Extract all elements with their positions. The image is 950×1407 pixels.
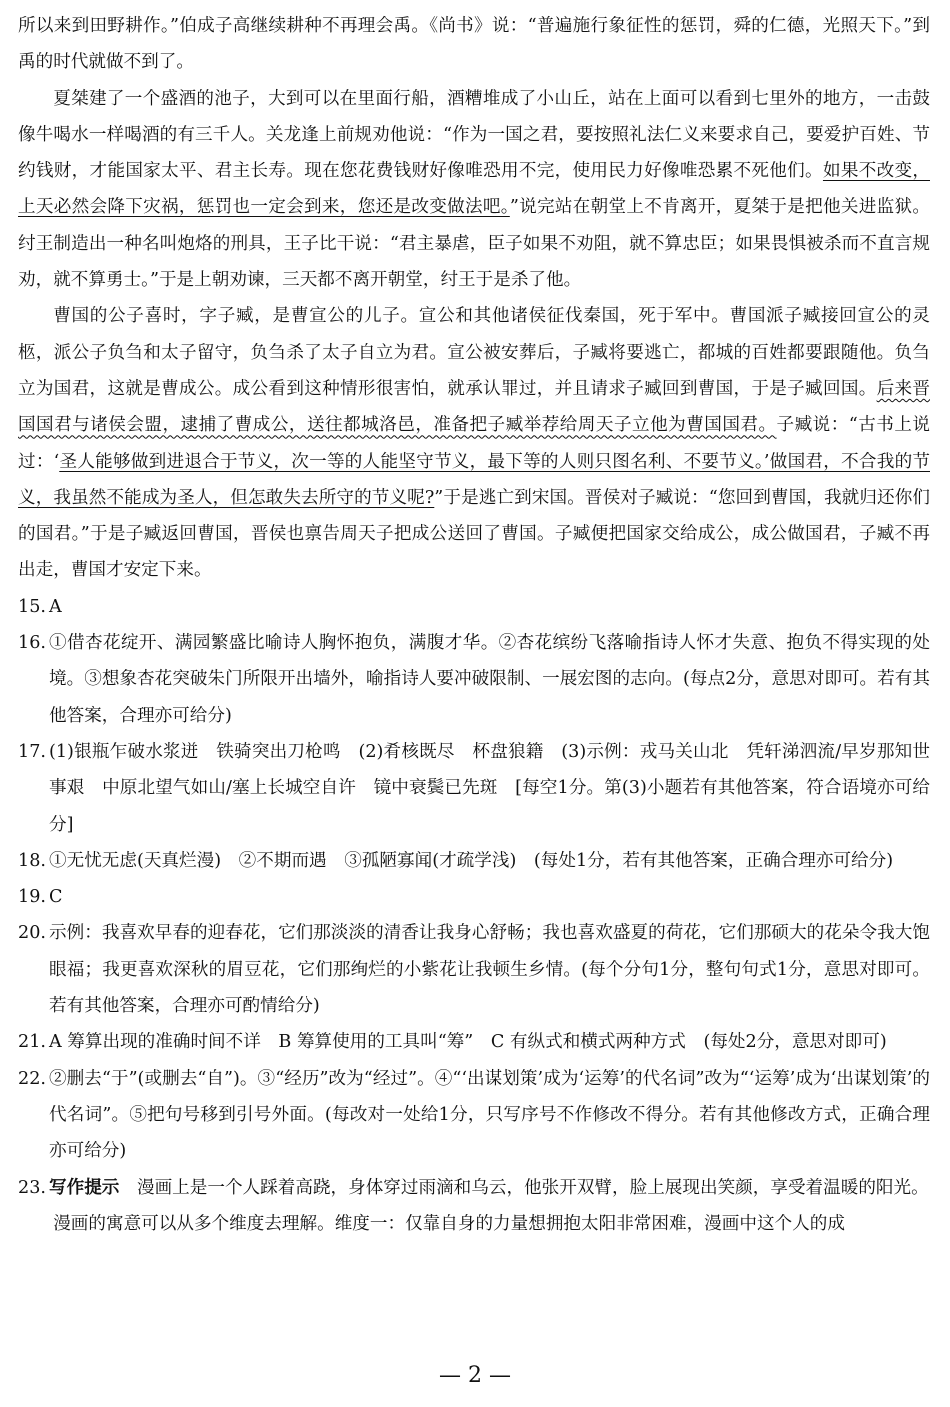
answer-22 bbox=[18, 1061, 930, 1170]
question-number: 16. bbox=[18, 633, 46, 654]
translation-text: ”于是逃亡到宋国。晋侯对子臧说：“您回到曹国，我就归还你们的国君。”于是子臧返回曹国，晋侯也禀告周天子把成公送回了曹国。子臧便把国家交给成公，成公做国君，子臧不再出走，曹国才安定下来。 bbox=[18, 487, 930, 581]
page-content bbox=[18, 8, 930, 1242]
answer-23 bbox=[18, 1170, 930, 1206]
answer-21 bbox=[18, 1024, 930, 1060]
translation-text: 曹国的公子喜时，字子臧，是曹宣公的儿子。宣公和其他诸侯征伐秦国，死于军中。曹国派子臧接回宣公的灵柩，派公子负刍和太子留守，负刍杀了太子自立为君。宣公被安葬后，子臧将要逃亡，都城的百姓都要跟随他。负刍立为国君，这就是曹成公。成公看到这种情形很害怕，就承认罪过，并且请求子臧回到曹国，于是子臧回国。 bbox=[18, 306, 930, 399]
page-number: — 2 — bbox=[439, 1363, 511, 1388]
translation-text: 子臧说：“古书上说过：‘ bbox=[18, 415, 930, 472]
question-number: 19. bbox=[18, 887, 46, 908]
question-number: 22. bbox=[18, 1068, 46, 1089]
underlined-sentence: 圣人能够做到进退合于节义，次一等的人能坚守节义，最下等的人则只图名利、不要节义。’做国君，不合我的节义，我虽然不能成为圣人，但怎敢失去所守的节义呢? bbox=[18, 451, 930, 508]
question-number: 23. bbox=[18, 1177, 46, 1198]
question-number: 18. bbox=[18, 850, 46, 871]
answer-text: A bbox=[49, 596, 62, 617]
translation-text: 所以来到田野耕作。”伯成子高继续耕种不再理会禹。《尚书》说：“普遍施行象征性的惩罚，舜的仁德，光照天下。”到禹的时代就做不到了。 bbox=[18, 16, 930, 73]
translation-paragraph-1 bbox=[18, 8, 930, 81]
answer-18 bbox=[18, 843, 930, 879]
answer-text: 示例：我喜欢早春的迎春花，它们那淡淡的清香让我身心舒畅；我也喜欢盛夏的荷花，它们那硕大的花朵令我大饱眼福；我更喜欢深秋的眉豆花，它们那绚烂的小紫花让我顿生乡情。(每个分句1分，整句句式1分，意思对即可。若有其他答案，合理亦可酌情给分) bbox=[49, 923, 930, 1017]
answer-text: 漫画上是一个人踩着高跷，身体穿过雨滴和乌云，他张开双臂，脸上展现出笑颜，享受着温暖的阳光。 bbox=[119, 1177, 929, 1198]
answer-text: (1)银瓶乍破水浆迸 铁骑突出刀枪鸣 (2)肴核既尽 杯盘狼籍 (3)示例：戎马关山北 凭轩涕泗流/早岁那知世事艰 中原北望气如山/塞上长城空自许 镜中衰鬓已先斑 [每空1分。第(3)小题若有其他答案，符合语境亦可给分] bbox=[49, 741, 930, 835]
answer-15 bbox=[18, 589, 930, 625]
question-number: 21. bbox=[18, 1032, 46, 1053]
answer-text: ②删去“于”(或删去“自”)。③“经历”改为“经过”。④“‘出谋划策’成为‘运筹’的代名词”改为“‘运筹’成为‘出谋划策’的代名词”。⑤把句号移到引号外面。(每改对一处给1分，只写序号不作修改不得分。若有其他修改方式，正确合理亦可给分) bbox=[49, 1068, 930, 1162]
answer-text: A 筹算出现的准确时间不详 B 筹算使用的工具叫“筹” C 有纵式和横式两种方式 (每处2分，意思对即可) bbox=[49, 1032, 887, 1053]
underlined-sentence: 如果不改变，上天必然会降下灾祸，惩罚也一定会到来，您还是改变做法吧。 bbox=[18, 161, 930, 218]
translation-text: 夏桀建了一个盛酒的池子，大到可以在里面行船，酒糟堆成了小山丘，站在上面可以看到七里外的地方，一击鼓像牛喝水一样喝酒的有三千人。关龙逢上前规劝他说：“作为一国之君，要按照礼法仁义来要求自己，要爱护百姓、节约钱财，才能国家太平、君主长寿。现在您花费钱财好像唯恐用不完，使用民力好像唯恐累不死他们。 bbox=[18, 88, 930, 182]
wavy-underlined-sentence: 后来晋国国君与诸侯会盟，逮捕了曹成公，送往都城洛邑，准备把子臧举荐给周天子立他为曹国国君。 bbox=[18, 378, 930, 436]
answer-text: 漫画的寓意可以从多个维度去理解。维度一：仅靠自身的力量想拥抱太阳非常困难，漫画中这个人的成 bbox=[53, 1213, 845, 1234]
question-number: 15. bbox=[18, 596, 46, 617]
answer-20 bbox=[18, 915, 930, 1024]
translation-text: ”说完站在朝堂上不肯离开，夏桀于是把他关进监狱。纣王制造出一种名叫炮烙的刑具，王子比干说：“君主暴虐，臣子如果不劝阻，就不算忠臣；如果畏惧被杀而不直言规劝，就不算勇士。”于是上朝劝谏，三天都不离开朝堂，纣王于是杀了他。 bbox=[18, 197, 931, 291]
answer-17 bbox=[18, 734, 930, 843]
answer-text: ①借杏花绽开、满园繁盛比喻诗人胸怀抱负，满腹才华。②杏花缤纷飞落喻指诗人怀才失意、抱负不得实现的处境。③想象杏花突破朱门所限开出墙外，喻指诗人要冲破限制、一展宏图的志向。(每点2分，意思对即可。若有其他答案，合理亦可给分) bbox=[49, 633, 930, 726]
question-number: 17. bbox=[18, 741, 46, 762]
answer-16 bbox=[18, 625, 930, 734]
writing-tip-paragraph bbox=[18, 1206, 930, 1242]
answer-19 bbox=[18, 879, 930, 915]
question-number: 20. bbox=[18, 923, 46, 944]
writing-tip-label: 写作提示 bbox=[49, 1176, 120, 1198]
answer-text: ①无忧无虑(天真烂漫) ②不期而遇 ③孤陋寡闻(才疏学浅) (每处1分，若有其他答案，正确合理亦可给分) bbox=[49, 850, 894, 871]
translation-paragraph-3 bbox=[18, 298, 930, 588]
translation-paragraph-2 bbox=[18, 81, 930, 299]
answer-text: C bbox=[49, 887, 63, 908]
